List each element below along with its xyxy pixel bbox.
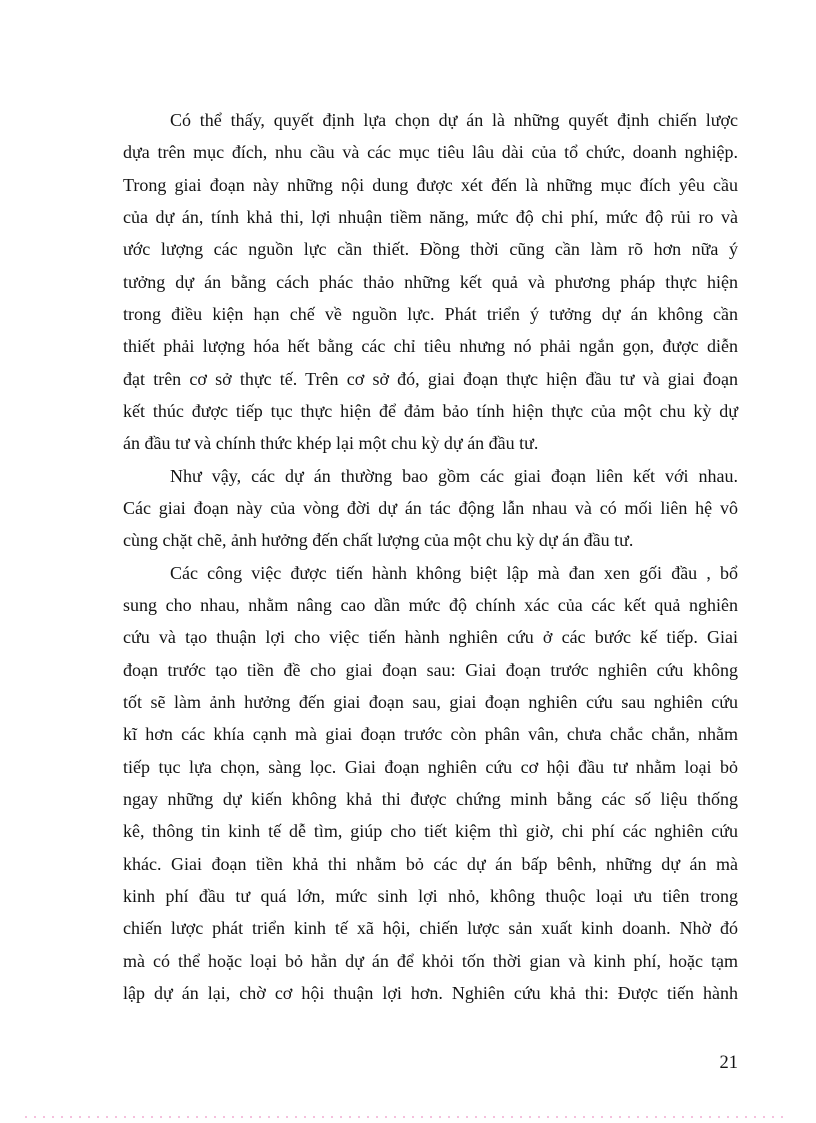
text-line: khác. Giai đoạn tiền khả thi nhằm bỏ các dự án bấp bênh, những dự án mà xyxy=(123,853,738,874)
text-line: Như vậy, các dự án thường bao gồm các giai đoạn liên kết với nhau. xyxy=(170,465,738,486)
text-line: đạt trên cơ sở thực tế. Trên cơ sở đó, giai đoạn thực hiện đầu tư và giai đoạn xyxy=(123,368,738,389)
text-line: lập dự án lại, chờ cơ hội thuận lợi hơn. Nghiên cứu khả thi: Được tiến hành xyxy=(123,982,738,1003)
text-line: trong điều kiện hạn chế về nguồn lực. Phát triển ý tưởng dự án không cần xyxy=(123,303,738,324)
text-line: tiếp tục lựa chọn, sàng lọc. Giai đoạn nghiên cứu cơ hội đầu tư nhằm loại bỏ xyxy=(123,756,738,777)
text-line: của dự án, tính khả thi, lợi nhuận tiềm năng, mức độ chi phí, mức độ rủi ro và xyxy=(123,206,738,227)
text-line: Trong giai đoạn này những nội dung được xét đến là những mục đích yêu cầu xyxy=(123,174,738,195)
text-line: án đầu tư và chính thức khép lại một chu kỳ dự án đầu tư. xyxy=(123,433,539,454)
text-line: thiết phải lượng hóa hết bằng các chỉ tiêu nhưng nó phải ngắn gọn, được diễn xyxy=(123,336,738,357)
text-line: tưởng dự án bằng cách phác thảo những kết quả và phương pháp thực hiện xyxy=(123,271,738,292)
text-line: kĩ hơn các khía cạnh mà giai đoạn trước còn phân vân, chưa chắc chắn, nhằm xyxy=(123,724,738,745)
text-line: mà có thể hoặc loại bỏ hẳn dự án để khỏi tốn thời gian và kinh phí, hoặc tạm xyxy=(123,950,738,971)
text-line: Có thể thấy, quyết định lựa chọn dự án là những quyết định chiến lược xyxy=(170,110,738,130)
text-line: ngay những dự kiến không khả thi được chứng minh bằng các số liệu thống xyxy=(123,788,738,809)
text-line: kê, thông tin kinh tế dễ tìm, giúp cho tiết kiệm thì giờ, chi phí các nghiên cứu xyxy=(123,821,738,842)
text-line: kinh phí đầu tư quá lớn, mức sinh lợi nhỏ, không thuộc loại ưu tiên trong xyxy=(123,885,738,906)
body-text xyxy=(123,104,738,1009)
page-bottom-dotted-line xyxy=(25,1116,789,1118)
text-line: ước lượng các nguồn lực cần thiết. Đồng thời cũng cần làm rõ hơn nữa ý xyxy=(123,239,738,260)
page-footer xyxy=(123,1052,738,1074)
text-line: đoạn trước tạo tiền đề cho giai đoạn sau: Giai đoạn trước nghiên cứu không xyxy=(123,659,738,680)
text-line: kết thúc được tiếp tục thực hiện để đảm bảo tính hiện thực của một chu kỳ dự xyxy=(123,400,738,421)
page-number: 21 xyxy=(719,1053,738,1073)
text-line: cứu và tạo thuận lợi cho việc tiến hành nghiên cứu ở các bước kế tiếp. Giai xyxy=(123,627,738,648)
text-line: sung cho nhau, nhằm nâng cao dần mức độ chính xác của các kết quả nghiên xyxy=(123,594,738,615)
text-line: Các công việc được tiến hành không biệt lập mà đan xen gối đầu , bổ xyxy=(170,562,738,583)
text-line: chiến lược phát triển kinh tế xã hội, chiến lược sản xuất kinh doanh. Nhờ đó xyxy=(123,918,738,939)
text-line: dựa trên mục đích, nhu cầu và các mục tiêu lâu dài của tổ chức, doanh nghiệp. xyxy=(123,142,738,163)
text-line: Các giai đoạn này của vòng đời dự án tác động lẫn nhau và có mối liên hệ vô xyxy=(123,497,738,518)
text-line: tốt sẽ làm ảnh hưởng đến giai đoạn sau, giai đoạn nghiên cứu sau nghiên cứu xyxy=(123,691,738,712)
text-line: cùng chặt chẽ, ảnh hưởng đến chất lượng của một chu kỳ dự án đầu tư. xyxy=(123,530,634,551)
